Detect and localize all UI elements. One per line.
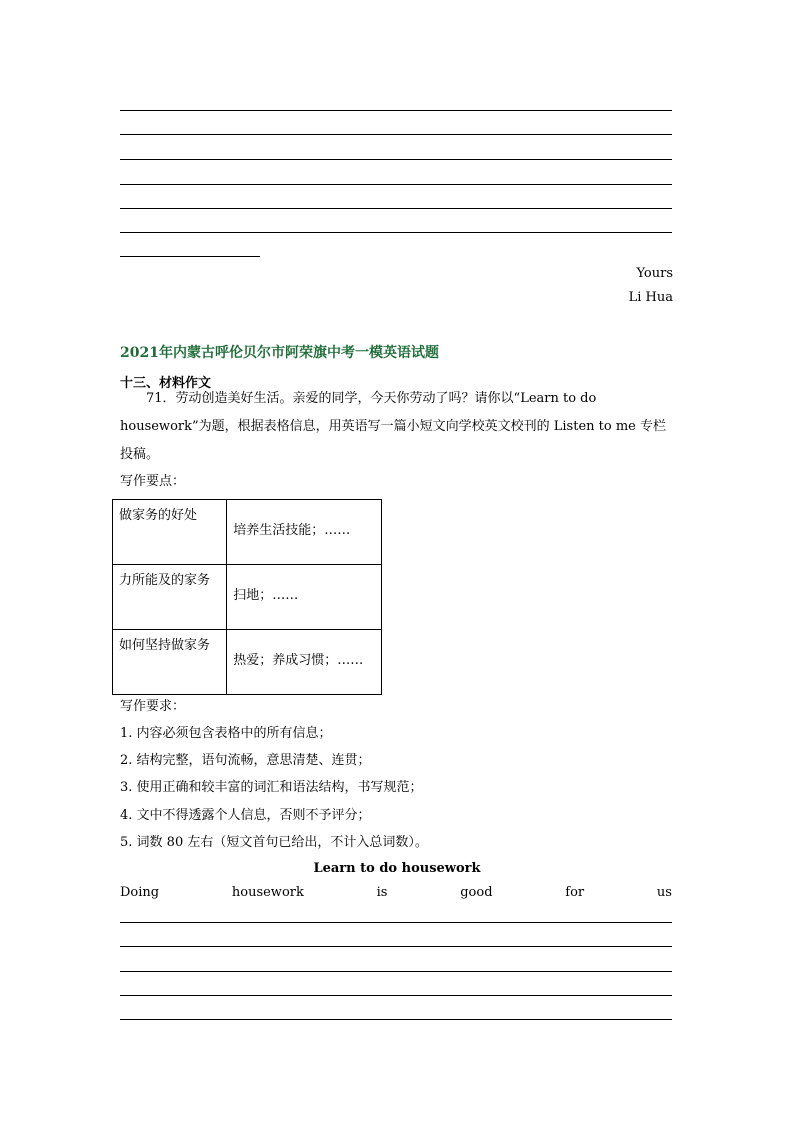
essay-word: for [565, 885, 585, 900]
answer-line [120, 159, 672, 160]
requirement-item: 4. 文中不得透露个人信息，否则不予评分； [120, 808, 371, 823]
essay-word: us [656, 885, 672, 900]
question-prompt: 71．劳动创造美好生活。亲爱的同学，今天你劳动了吗？请你以“Learn to do housework”为题，根据表格信息，用英语写一篇小短文向学校英文校刊的 Listen to me 专栏投稿。 [120, 391, 666, 462]
answer-line-short [120, 256, 260, 257]
answer-line [120, 232, 672, 233]
requirement-item: 3. 使用正确和较丰富的词汇和语法结构，书写规范； [120, 780, 423, 795]
essay-first-sentence [120, 885, 672, 900]
essay-word: Doing [120, 885, 160, 900]
answer-line [120, 184, 672, 185]
answer-line[interactable] [120, 971, 672, 972]
requirements-label: 写作要求： [120, 699, 186, 714]
table-row [113, 565, 382, 630]
essay-word: good [460, 885, 493, 900]
essay-title: Learn to do housework [313, 861, 481, 876]
essay-word: is [376, 885, 388, 900]
table-row [113, 500, 382, 565]
answer-line [120, 110, 672, 111]
writing-points-table [112, 499, 382, 695]
requirement-item: 5. 词数 80 左右（短文首句已给出，不计入总词数）。 [120, 835, 428, 850]
requirement-item: 1. 内容必须包含表格中的所有信息； [120, 726, 332, 741]
essay-word: housework [231, 885, 304, 900]
letter-closing: Yours [636, 266, 673, 281]
exam-title: 2021年内蒙古呼伦贝尔市阿荣旗中考一模英语试题 [120, 345, 439, 361]
table-cell-topic: 力所能及的家务 [113, 565, 227, 630]
answer-line[interactable] [120, 1019, 672, 1020]
points-label: 写作要点： [120, 474, 186, 489]
letter-signature: Li Hua [628, 290, 673, 305]
answer-line[interactable] [120, 995, 672, 996]
table-cell-detail: 培养生活技能；…… [227, 500, 382, 565]
table-cell-detail: 热爱；养成习惯；…… [227, 630, 382, 695]
answer-line[interactable] [120, 922, 672, 923]
table-cell-detail: 扫地；…… [227, 565, 382, 630]
answer-line[interactable] [120, 946, 672, 947]
answer-line [120, 208, 672, 209]
table-row [113, 630, 382, 695]
table-cell-topic: 如何坚持做家务 [113, 630, 227, 695]
table-cell-topic: 做家务的好处 [113, 500, 227, 565]
requirement-item: 2. 结构完整，语句流畅，意思清楚、连贯； [120, 753, 371, 768]
answer-line [120, 134, 672, 135]
section-heading: 十三、材料作文 [120, 376, 212, 391]
